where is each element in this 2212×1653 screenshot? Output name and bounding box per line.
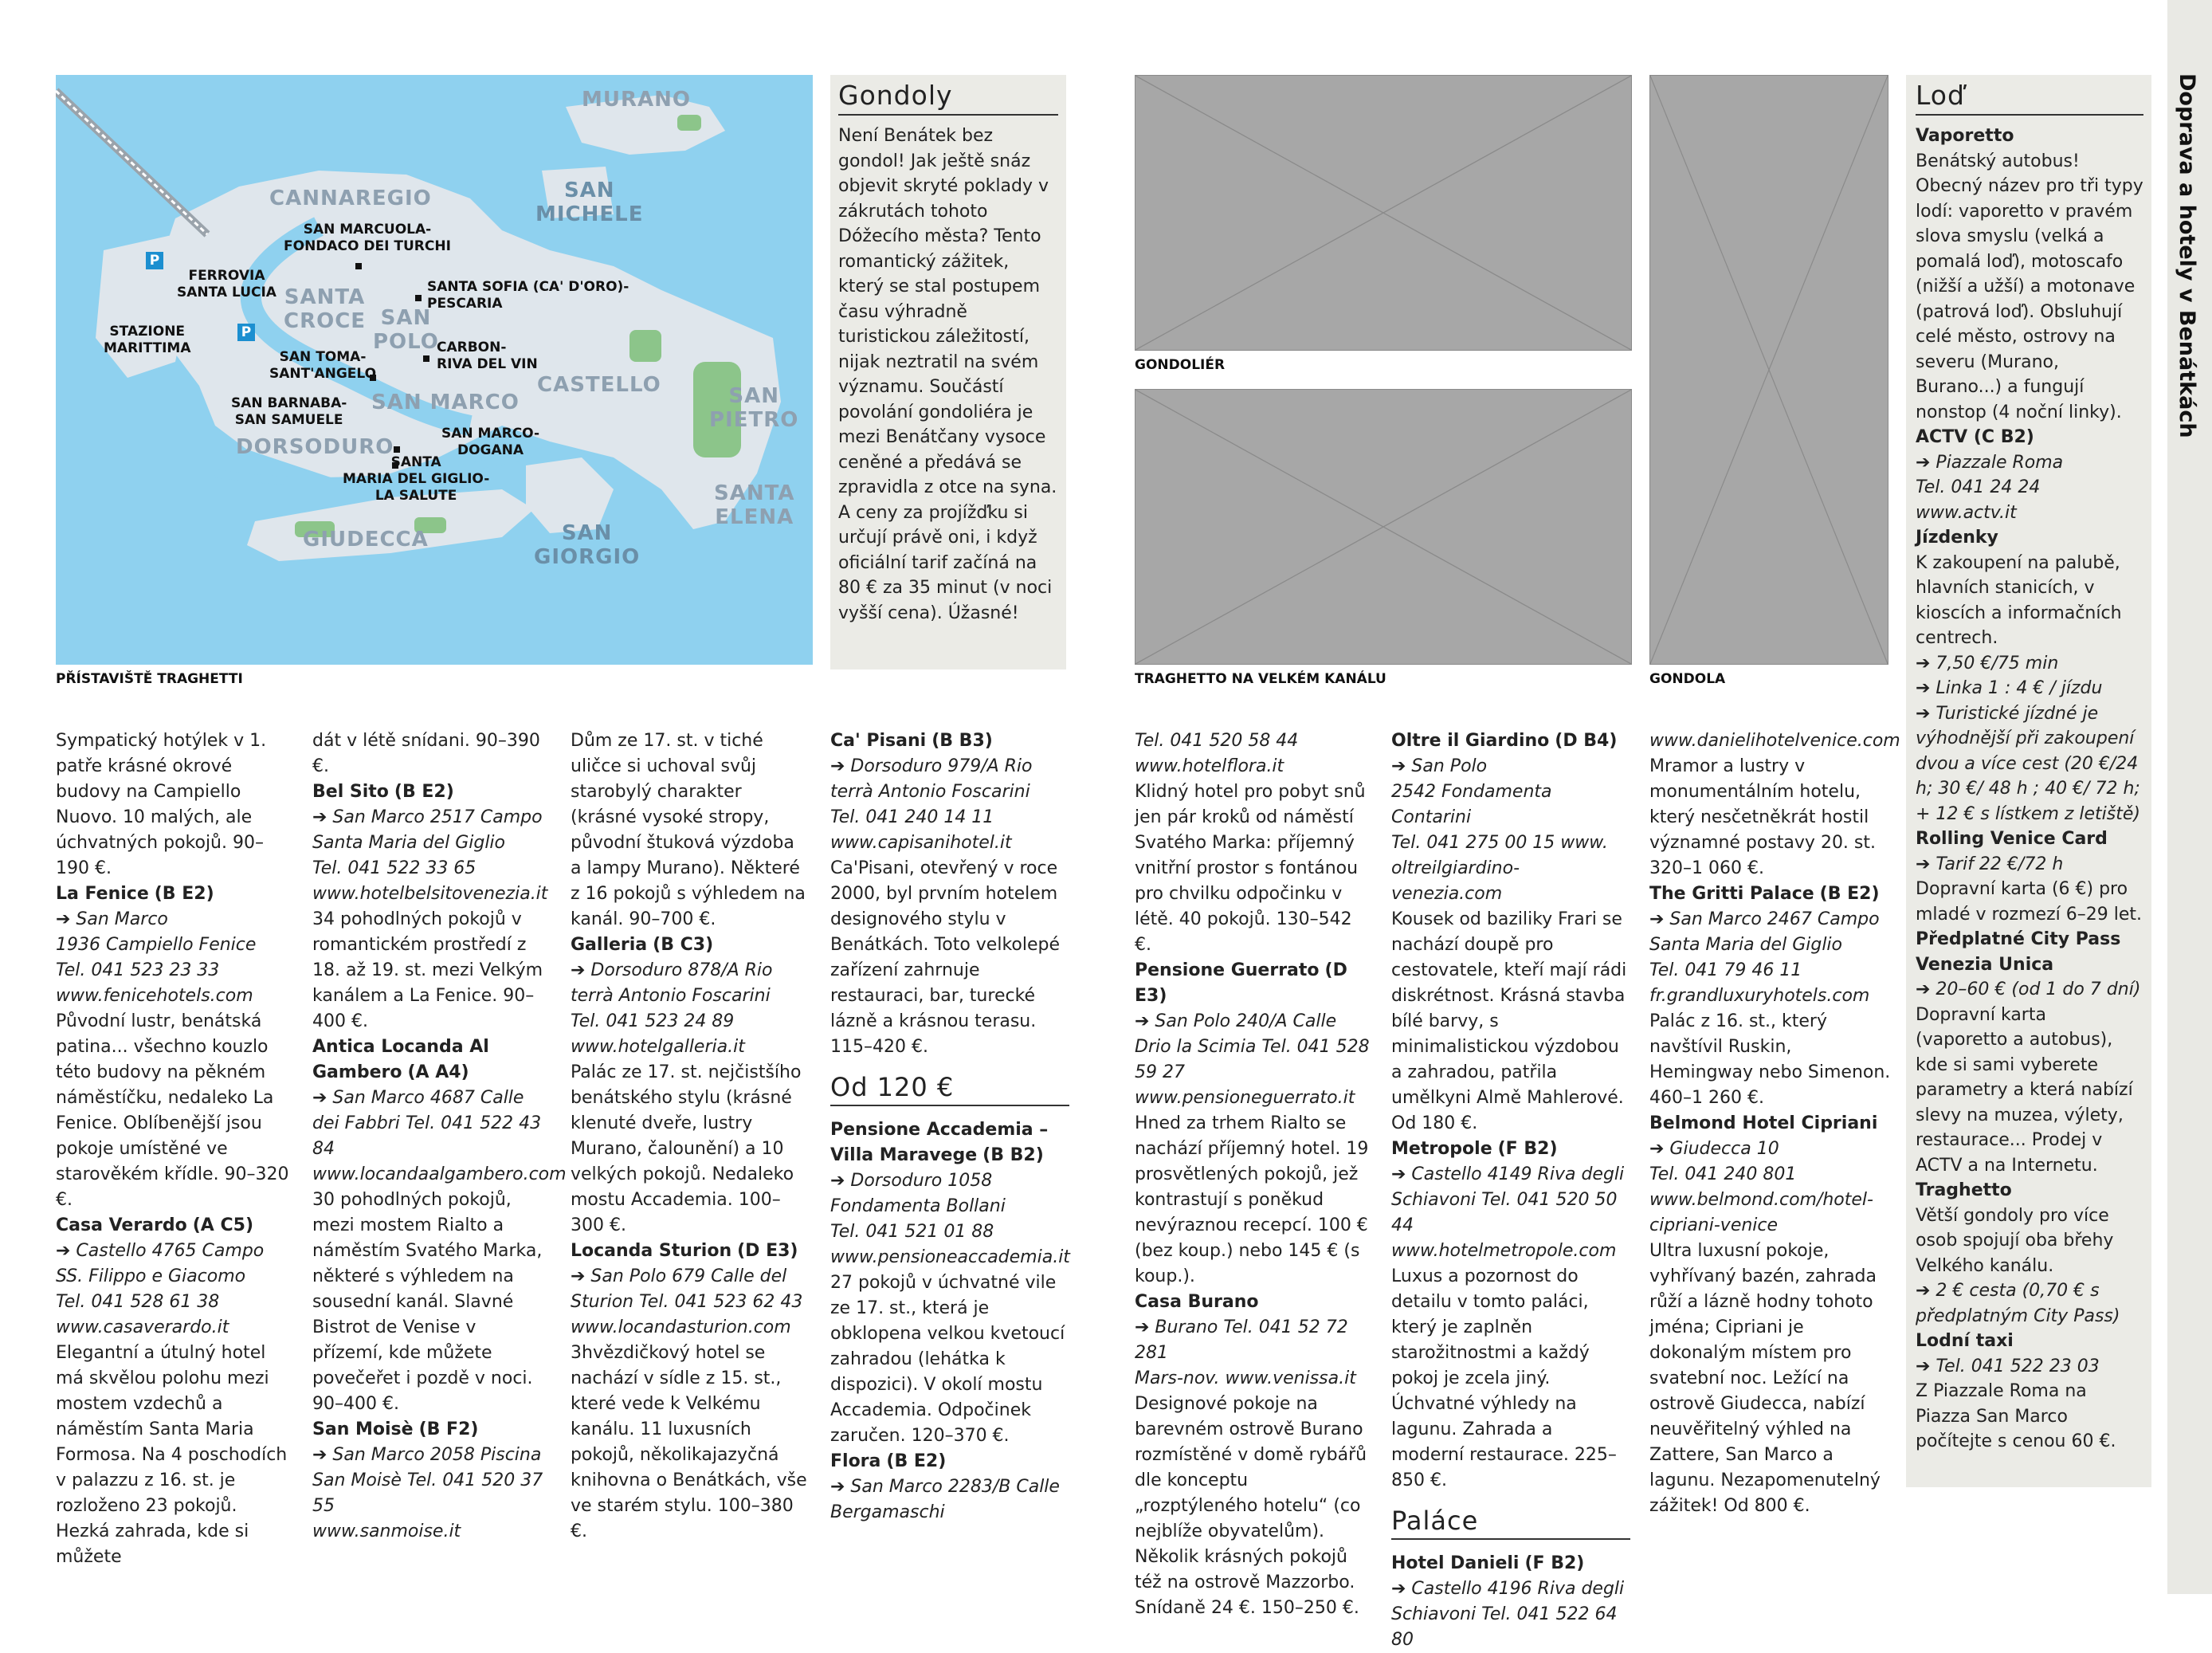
hotel-name: The Gritti Palace xyxy=(1649,884,1814,904)
hotel-address: ➔ Castello 4149 Riva degli Schiavoni Tel. 041 520 50 44 www.hotelmetropole.com xyxy=(1391,1164,1625,1261)
stop-label: SANTA MARIA DEL GIGLIO- LA SALUTE xyxy=(343,454,490,504)
district-label: SAN MARCO xyxy=(371,391,520,414)
transport-text: Větší gondoly pro více osob spojují oba břehy Velkého kanálu. xyxy=(1916,1205,2114,1276)
transport-text: Benátský autobus! Obecný název pro tři typy lodí: vaporetto v pravém slova smyslu (velká a pomalá loď), motoscafo (nižší a užší) a motonave (patrová loď). Obsluhují celé město, ostrovy na severu (Murano, Burano...) a fungují nonstop (4 noční linky). xyxy=(1916,151,2143,422)
map-caption: PŘÍSTAVIŠTĚ TRAGHETTI xyxy=(56,671,243,687)
hotel-column xyxy=(1135,728,1374,1621)
hotel-name: Locanda Sturion xyxy=(571,1241,732,1261)
hotel-heading xyxy=(571,1239,810,1264)
map-reference: (F B2) xyxy=(1497,1139,1558,1159)
hotel-name: Galleria xyxy=(571,935,648,955)
transport-heading: Předplatné City Pass Venezia Unica xyxy=(1916,929,2121,975)
map-reference: (B C3) xyxy=(653,935,714,955)
hotel-column xyxy=(1649,728,1900,1519)
photo-gondola xyxy=(1649,75,1888,665)
hotel-heading xyxy=(1135,1290,1374,1315)
section-heading: Paláce xyxy=(1391,1508,1630,1540)
hotel-description: 34 pohodlných pokojů v romantickém prostředí z 18. až 19. st. mezi Velkým kanálem a La Fenice. 90–400 €. xyxy=(312,909,543,1031)
hotel-description: Elegantní a útulný hotel má skvělou polohu mezi mostem vzdechů a náměstím Santa Maria Formosa. Na 4 poschodích v palazzu z 16. st. je rozloženo 23 pokojů. Hezká zahrada, kde si můžete xyxy=(56,1343,288,1567)
hotel-name: Casa Verardo xyxy=(56,1215,187,1235)
hotel-name: Casa Burano xyxy=(1135,1292,1259,1312)
hotel-description: Kousek od baziliky Frari se nachází doupě pro cestovatele, kteří mají rádi diskrétnost. Krásná stavba bílé barvy, s minimalistickou výzdobou a zahradou, patřila umělkyni Almě Mahlerové. Od 180 €. xyxy=(1391,909,1627,1133)
hotel-description: 3hvězdičkový hotel se nachází v sídle z 15. st., které vede k Velkému kanálu. 11 luxusních pokojů, několikajazyčná knihovna o Benátkách, vše ve starém stylu. 100–380 €. xyxy=(571,1343,807,1541)
hotel-address: ➔ Burano Tel. 041 52 72 281 Mars-nov. www.venissa.it xyxy=(1135,1317,1356,1388)
hotel-heading xyxy=(1649,1111,1896,1137)
photo-caption: TRAGHETTO NA VELKÉM KANÁLU xyxy=(1135,671,1386,687)
stop-label: SAN TOMA- SANT'ANGELO xyxy=(269,349,377,382)
map-reference: (B B2) xyxy=(982,1145,1044,1165)
hotel-address: ➔ Castello 4196 Riva degli Schiavoni Tel. 041 522 64 80 xyxy=(1391,1579,1625,1650)
hotel-heading xyxy=(312,1035,551,1086)
hotel-address: ➔ San Polo 679 Calle del Sturion Tel. 041 523 62 43 www.locandasturion.com xyxy=(571,1266,803,1337)
lod-box xyxy=(1906,75,2151,1487)
photo-caption: GONDOLIÉR xyxy=(1135,357,1226,373)
section-heading: Od 120 € xyxy=(830,1074,1069,1106)
hotel-name: Hotel Danieli xyxy=(1391,1553,1520,1573)
hotel-description: Klidný hotel pro pobyt snů jen pár kroků od náměstí Svatého Marka: příjemný vnitřní prostor s fontánou pro chvilku odpočinku v létě. 40 pokojů. 130–542 €. xyxy=(1135,782,1366,955)
hotel-description: dát v létě snídani. 90–390 €. xyxy=(312,731,540,776)
transport-heading: Jízdenky xyxy=(1916,528,1998,548)
lod-title: Loď xyxy=(1916,80,2143,116)
hotel-address: ➔ San Marco 1936 Campiello Fenice Tel. 041 523 23 33 www.fenicehotels.com xyxy=(56,909,257,1006)
hotel-name: Ca' Pisani xyxy=(830,731,927,751)
gondoly-title: Gondoly xyxy=(838,80,1058,116)
transport-heading: ACTV (C B2) xyxy=(1916,427,2034,447)
image-placeholder-icon xyxy=(1135,76,1631,350)
hotel-heading xyxy=(312,1417,551,1443)
image-placeholder-icon xyxy=(1135,390,1631,664)
hotel-description: Palác ze 17. st. nejčistšího benátského stylu (krásné klenuté dveře, lustry Murano, čalounění) a 10 velkých pokojů. Nedaleko mostu Accademia. 100–300 €. xyxy=(571,1062,802,1235)
hotel-address: ➔ Dorsoduro 878/A Rio terrà Antonio Foscarini Tel. 041 523 24 89 www.hotelgalleria.it xyxy=(571,960,773,1057)
photo-gondolier xyxy=(1135,75,1632,351)
district-label: CANNAREGIO xyxy=(269,187,432,210)
hotel-heading xyxy=(312,779,551,805)
hotel-heading xyxy=(830,728,1069,754)
hotel-heading xyxy=(830,1117,1069,1168)
hotel-name: Metropole xyxy=(1391,1139,1492,1159)
photo-caption: GONDOLA xyxy=(1649,671,1726,687)
district-label: SANTA ELENA xyxy=(714,481,795,529)
side-tab-label: Doprava a hotely v Benátkách xyxy=(2175,73,2199,438)
transport-info: ➔ 2 € cesta (0,70 € s předplatným City Pass) xyxy=(1916,1281,2120,1326)
hotel-heading xyxy=(1649,881,1896,907)
map-reference: (D E3) xyxy=(737,1241,798,1261)
district-label: SANTA CROCE xyxy=(284,285,367,333)
hotel-description: Mramor a lustry v monumentálním hotelu, který nesčetněkrát hostil významné postavy 20. st. 320–1 060 €. xyxy=(1649,756,1877,878)
hotel-address: ➔ Giudecca 10 Tel. 041 240 801 www.belmond.com/hotel-cipriani-venice xyxy=(1649,1139,1873,1235)
gondoly-box xyxy=(830,75,1066,669)
hotel-heading xyxy=(56,1213,295,1239)
hotel-column xyxy=(1391,728,1630,1653)
hotel-heading xyxy=(1391,728,1630,754)
district-label: SAN PIETRO xyxy=(709,384,799,432)
hotel-address: ➔ Dorsoduro 979/A Rio terrà Antonio Foscarini Tel. 041 240 14 11 www.capisanihotel.it xyxy=(830,756,1033,853)
hotel-name: Pensione Accademia – Villa Maravege xyxy=(830,1120,1049,1165)
hotel-heading xyxy=(1135,958,1374,1009)
hotel-address: ➔ San Marco 2283/B Calle Bergamaschi xyxy=(830,1477,1060,1522)
photo-traghetto xyxy=(1135,389,1632,665)
hotel-name: Belmond Hotel Cipriani xyxy=(1649,1113,1878,1133)
district-label: GIUDECCA xyxy=(303,528,429,552)
hotel-description: Hned za trhem Rialto se nachází příjemný hotel. 19 prosvětlených pokojů, jež kontrastují s poněkud nevýraznou recepcí. 100 € (bez koup.) nebo 145 € (s koup.). xyxy=(1135,1113,1369,1286)
hotel-address: ➔ San Polo 2542 Fondamenta Contarini Tel. 041 275 00 15 www. oltreilgiardino-venezia.com xyxy=(1391,756,1608,904)
hotel-description: Původní lustr, benátská patina... všechno kouzlo této budovy na pěkném náměstíčku, nedaleko La Fenice. Oblíbenější jsou pokoje umístěné ve starověkém křídle. 90–320 €. xyxy=(56,1011,289,1210)
hotel-description: Palác z 16. st., který navštívil Ruskin, Hemingway nebo Simenon. 460–1 260 €. xyxy=(1649,1011,1891,1108)
venice-map xyxy=(56,75,813,665)
stop-label: SAN BARNABA- SAN SAMUELE xyxy=(231,395,347,428)
hotel-name: Flora xyxy=(830,1451,881,1471)
hotel-address: Tel. 041 520 58 44 www.hotelflora.it xyxy=(1135,731,1299,776)
map-reference: (B E2) xyxy=(1819,884,1880,904)
transport-text: Z Piazzale Roma na Piazza San Marco počítejte s cenou 60 €. xyxy=(1916,1381,2116,1451)
stop-label: CARBON- RIVA DEL VIN xyxy=(437,340,538,372)
hotel-column xyxy=(56,728,295,1570)
map-reference: (A A4) xyxy=(407,1062,469,1082)
hotel-description: Dům ze 17. st. v tiché uličce si uchoval svůj starobylý charakter (krásné vysoké stropy, původní štuková výzdoba a lampy Murano). Některé z 16 pokojů s výhledem na kanál. 90–700 €. xyxy=(571,731,806,929)
map-reference: (A C5) xyxy=(192,1215,253,1235)
hotel-address: ➔ San Marco 2467 Campo Santa Maria del Giglio Tel. 041 79 46 11 fr.grandluxuryhotels.com xyxy=(1649,909,1880,1006)
transport-text: Dopravní karta (6 €) pro mladé v rozmezí 6–29 let. xyxy=(1916,879,2142,925)
transport-info: ➔ 20–60 € (od 1 do 7 dní) xyxy=(1916,980,2141,999)
hotel-address: ➔ Dorsoduro 1058 Fondamenta Bollani Tel. 041 521 01 88 www.pensioneaccademia.it xyxy=(830,1171,1070,1267)
hotel-heading xyxy=(1391,1137,1630,1162)
hotel-address: ➔ San Marco 2058 Piscina San Moisè Tel. 041 520 37 55 www.sanmoise.it xyxy=(312,1445,543,1541)
stop-label: SAN MARCO- DOGANA xyxy=(441,426,540,458)
district-label: CASTELLO xyxy=(537,373,661,397)
parking-icon: P xyxy=(237,324,255,341)
hotel-name: Pensione Guerrato xyxy=(1135,960,1320,980)
transport-heading: Rolling Venice Card xyxy=(1916,829,2108,849)
stop-label: SANTA SOFIA (CA' D'ORO)- PESCARIA xyxy=(427,279,629,312)
hotel-description: Ca'Pisani, otevřený v roce 2000, byl prvním hotelem designového stylu v Benátkách. Toto velkolepé zařízení zahrnuje restauraci, bar, turecké lázně a krásnou terasu. 115–420 €. xyxy=(830,858,1061,1057)
transport-info: ➔ 7,50 €/75 min ➔ Linka 1 : 4 € / jízdu ➔ Turistické jízdné je výhodnější při zakoupení dvou a více cest (20 €/24 h; 30 €/ 48 h ; 40 €/ 72 h; + 12 € s lístkem z letiště) xyxy=(1916,653,2141,824)
transport-heading: Vaporetto xyxy=(1916,126,2014,146)
hotel-heading xyxy=(830,1449,1069,1474)
map-reference: (D E3) xyxy=(1135,960,1347,1006)
transport-info: ➔ Tel. 041 522 23 03 xyxy=(1916,1356,2100,1376)
image-placeholder-icon xyxy=(1650,76,1888,664)
transport-text: Dopravní karta (vaporetto a autobus), kde si sami vyberete parametry a která nabízí slevy na muzea, výlety, restaurace... Prodej v ACTV a na Internetu. xyxy=(1916,1004,2133,1176)
parking-icon: P xyxy=(146,252,163,269)
map-reference: (B F2) xyxy=(418,1419,479,1439)
map-reference: (B E2) xyxy=(886,1451,947,1471)
district-label: SAN GIORGIO xyxy=(534,521,641,569)
hotel-description: Designové pokoje na barevném ostrově Burano rozmístěné v domě rybářů dle konceptu „rozptýleného hotelu“ (co nejblíže obyvatelům). Několik krásných pokojů též na ostrově Mazzorbo. Snídaně 24 €. 150–250 €. xyxy=(1135,1394,1367,1618)
stop-label: SAN MARCUOLA- FONDACO DEI TURCHI xyxy=(284,222,451,254)
hotel-description: Luxus a pozornost do detailu v tomto paláci, který je zaplněn starožitnostmi a každý pokoj je zcela jiný. Úchvatné výhledy na lagunu. Zahrada a moderní restaurace. 225–850 €. xyxy=(1391,1266,1617,1490)
stop-label: STAZIONE MARITTIMA xyxy=(104,324,191,356)
hotel-column xyxy=(830,728,1069,1525)
hotel-address: ➔ San Polo 240/A Calle Drio la Scimia Tel. 041 528 59 27 www.pensioneguerrato.it xyxy=(1135,1011,1370,1108)
hotel-name: Oltre il Giardino xyxy=(1391,731,1550,751)
transport-info: ➔ Tarif 22 €/72 h xyxy=(1916,854,2064,874)
district-label: DORSODURO xyxy=(236,435,394,459)
hotel-column xyxy=(312,728,567,1545)
hotel-name: La Fenice xyxy=(56,884,149,904)
hotel-address: www.danielihotelvenice.com xyxy=(1649,731,1900,751)
map-reference: (D B4) xyxy=(1555,731,1618,751)
transport-info: ➔ Piazzale Roma Tel. 041 24 24 www.actv.it xyxy=(1916,452,2064,523)
hotel-name: Antica Locanda Al Gambero xyxy=(312,1037,489,1082)
hotel-address: ➔ San Marco 2517 Campo Santa Maria del Giglio Tel. 041 522 33 65 www.hotelbelsitovenezia.it xyxy=(312,807,548,904)
gondoly-text: Není Benátek bez gondol! Jak ještě snáz objevit skryté poklady v zákrutách tohoto Dóžecího města? Tento romantický zážitek, který se stal postupem času výhradně turistickou záležitostí, nijak neztratil na svém významu. Součástí povolání gondoliéra je mezi Benátčany vysoce ceněné a předává se zpravidla z otce na syna. A ceny za projížďku si určují právě oni, i když oficiální tarif začíná na 80 € za 35 minut (v noci vyšší cena). Úžasné! xyxy=(838,126,1057,623)
hotel-description: 27 pokojů v úchvatné vile ze 17. st., která je obklopena velkou kvetoucí zahradou (lehátka k dispozici). V okolí mostu Accademia. Odpočinek zaručen. 120–370 €. xyxy=(830,1273,1065,1446)
hotel-name: Bel Sito xyxy=(312,782,389,802)
hotel-column xyxy=(571,728,810,1545)
transport-heading: Traghetto xyxy=(1916,1180,2012,1200)
transport-text: K zakoupení na palubě, hlavních stanicích, v kioscích a informačních centrech. xyxy=(1916,552,2122,648)
district-label: MURANO xyxy=(582,88,691,112)
hotel-description: Ultra luxusní pokoje, vyhřívaný bazén, zahrada růží a lázně hodny tohoto jména; Cipriani je dokonalým místem pro svatební noc. Ležící na ostrově Giudecca, nabízí neuvěřitelný výhled na Zattere, San Marco a lagunu. Nezapomenutelný zážitek! Od 800 €. xyxy=(1649,1241,1881,1516)
hotel-name: San Moisè xyxy=(312,1419,414,1439)
hotel-description: 30 pohodlných pokojů, mezi mostem Rialto a náměstím Svatého Marka, některé s výhledem na sousední kanál. Slavné Bistrot de Venise v přízemí, kde můžete povečeřet i pozdě v noci. 90–400 €. xyxy=(312,1190,543,1414)
map-graphic xyxy=(56,75,813,665)
hotel-address: ➔ Castello 4765 Campo SS. Filippo e Giacomo Tel. 041 528 61 38 www.casaverardo.it xyxy=(56,1241,265,1337)
hotel-description: Sympatický hotýlek v 1. patře krásné okrové budovy na Campiello Nuovo. 10 malých, ale úchvatných pokojů. 90–190 €. xyxy=(56,731,267,878)
hotel-heading xyxy=(56,881,295,907)
hotel-heading xyxy=(571,933,810,958)
district-label: SAN MICHELE xyxy=(535,179,644,226)
stop-label: FERROVIA SANTA LUCIA xyxy=(177,268,276,300)
district-label: SAN POLO xyxy=(373,306,439,354)
hotel-heading xyxy=(1391,1551,1630,1576)
map-reference: (B B3) xyxy=(931,731,993,751)
map-reference: (F B2) xyxy=(1524,1553,1585,1573)
transport-heading: Lodní taxi xyxy=(1916,1331,2014,1351)
side-tab xyxy=(2167,0,2212,1594)
map-reference: (B E2) xyxy=(154,884,214,904)
map-reference: (B E2) xyxy=(394,782,454,802)
hotel-address: ➔ San Marco 4687 Calle dei Fabbri Tel. 041 522 43 84 www.locandaalgambero.com xyxy=(312,1088,567,1184)
